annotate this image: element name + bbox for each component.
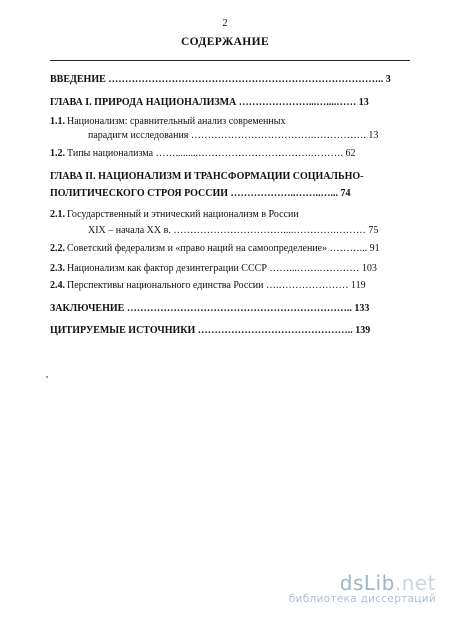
toc-entry-text: ЗАКЛЮЧЕНИЕ ………………………………………………………….. 133 <box>50 303 370 314</box>
watermark-tagline: библиотека диссертаций <box>288 593 436 605</box>
toc-entry-text: Советский федерализм и «право наций на самоопределение» ………... 91 <box>67 243 380 254</box>
section-number: 1.2. <box>50 148 65 159</box>
watermark <box>289 571 436 605</box>
toc-entry-1-1[interactable] <box>50 115 410 128</box>
toc-entry-1-2[interactable] <box>50 147 410 160</box>
toc-entry-text: XIX – начала XX в. ……………………………....………….……… 75 <box>88 225 379 236</box>
toc-entry-text: Национализм как фактор дезинтеграции СССР ……...…….………… 103 <box>67 263 377 274</box>
toc-entry-text: ВВЕДЕНИЕ ……………………………………………………………………….. 3 <box>50 74 391 85</box>
section-number: 2.4. <box>50 280 65 291</box>
section-number: 1.1. <box>50 116 65 127</box>
toc-entry-chapter-2-cont[interactable] <box>50 187 410 200</box>
toc-entry-text: Перспективы национального единства России ….………………… 119 <box>67 280 366 291</box>
toc-entry-text: ПОЛИТИЧЕСКОГО СТРОЯ РОССИИ ………………..……..…... 74 <box>50 188 351 199</box>
toc-entry-chapter-2[interactable] <box>50 170 410 183</box>
stray-dot <box>46 376 48 378</box>
toc-entry-text: Национализм: сравнительный анализ современных <box>67 116 286 127</box>
toc-entry-text: парадигм исследования ……………………………….……………. 13 <box>88 130 379 141</box>
toc-entry-2-1-cont[interactable] <box>88 224 410 237</box>
toc-title: СОДЕРЖАНИЕ <box>180 36 270 48</box>
toc-entry-sources[interactable] <box>50 324 410 337</box>
watermark-logo-suffix: .net <box>394 571 436 595</box>
page-number: 2 <box>222 18 228 29</box>
toc-entry-2-3[interactable] <box>50 262 410 275</box>
section-number: 2.2. <box>50 243 65 254</box>
watermark-logo-main: dsLib <box>339 571 395 595</box>
toc-entry-introduction[interactable] <box>50 73 410 86</box>
toc-entry-1-1-cont[interactable] <box>88 129 410 142</box>
toc-entry-text: ГЛАВА I. ПРИРОДА НАЦИОНАЛИЗМА …………………...…....…… 13 <box>50 97 369 108</box>
toc-entry-conclusion[interactable] <box>50 302 410 315</box>
toc-entry-2-4[interactable] <box>50 279 410 292</box>
toc-entry-chapter-1[interactable] <box>50 96 410 109</box>
section-number: 2.3. <box>50 263 65 274</box>
section-number: 2.1. <box>50 209 65 220</box>
toc-entry-text: ГЛАВА II. НАЦИОНАЛИЗМ И ТРАНСФОРМАЦИИ СОЦИАЛЬНО- <box>50 171 364 182</box>
top-rule <box>50 60 410 61</box>
toc-entry-2-1[interactable] <box>50 208 410 221</box>
toc-entry-text: ЦИТИРУЕМЫЕ ИСТОЧНИКИ ……………………………………….. 139 <box>50 325 371 336</box>
toc-entry-text: Государственный и этнический национализм в России <box>67 209 299 220</box>
watermark-logo <box>289 571 436 595</box>
toc-entry-2-2[interactable] <box>50 242 410 255</box>
toc-entry-text: Типы национализма …….........…………………………….………. 62 <box>67 148 356 159</box>
